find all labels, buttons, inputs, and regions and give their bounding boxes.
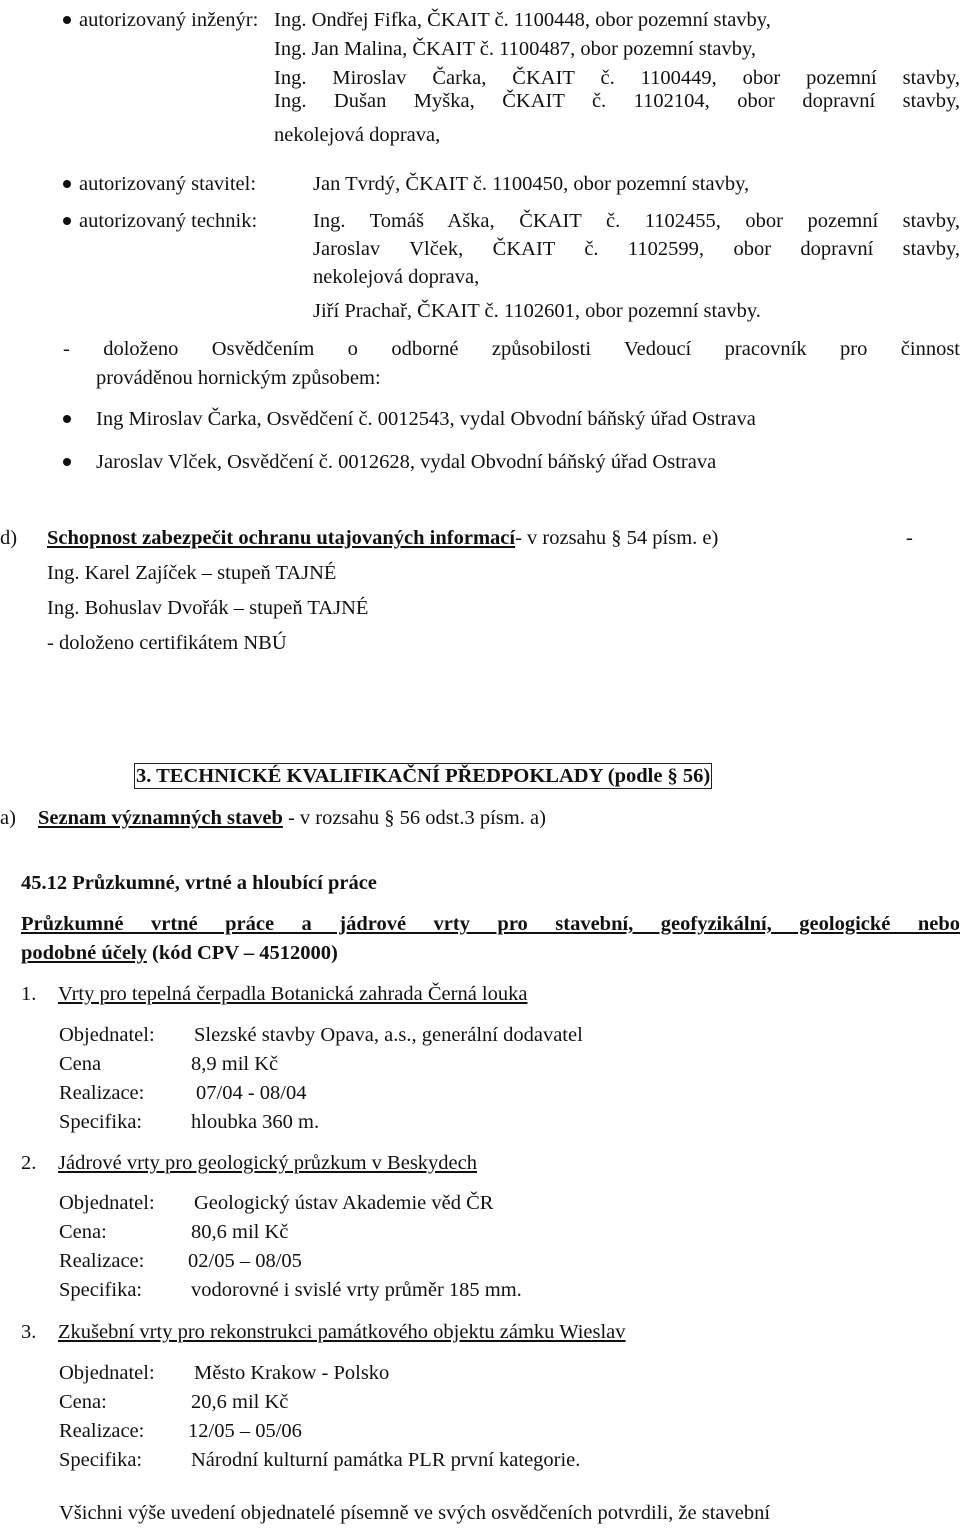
section-d-heading-line (47, 526, 718, 550)
price-value: 8,9 mil Kč (191, 1053, 279, 1075)
price-label: Cena: (59, 1221, 107, 1243)
engineer-label: autorizovaný inženýr: (79, 9, 259, 31)
price-value: 80,6 mil Kč (191, 1221, 289, 1243)
footer-line: Všichni výše uvedení objednatelé písemně ve svých osvědčeních potvrdili, že stavební (59, 1502, 771, 1524)
bullet (63, 180, 71, 188)
period-value: 02/05 – 08/05 (188, 1250, 302, 1272)
technician-line: Jiří Prachař, ČKAIT č. 1102601, obor pozemní stavby. (313, 300, 761, 322)
technician-line: nekolejová doprava, (313, 266, 480, 288)
period-label: Realizace: (59, 1082, 145, 1104)
cpv-description-underlined: podobné účely (21, 942, 147, 964)
spec-value: hloubka 360 m. (191, 1111, 320, 1133)
project-number: 3. (21, 1321, 37, 1343)
builder-line: Jan Tvrdý, ČKAIT č. 1100450, obor pozemní stavby, (313, 173, 750, 195)
project-number: 2. (21, 1152, 37, 1174)
client-label: Objednatel: (59, 1024, 155, 1046)
bullet (63, 16, 71, 24)
cpv-description: Průzkumné vrtné práce a jádrové vrty pro stavební, geofyzikální, geologické nebo (21, 913, 960, 935)
section-letter: a) (0, 807, 16, 829)
project-number: 1. (21, 983, 37, 1005)
clearance-line: Ing. Bohuslav Dvořák – stupeň TAJNÉ (47, 597, 369, 619)
mining-line: - doloženo Osvědčením o odborné způsobilosti Vedoucí pracovník pro činnost (63, 338, 960, 360)
client-value: Geologický ústav Akademie věd ČR (194, 1192, 494, 1214)
mining-item: Jaroslav Vlček, Osvědčení č. 0012628, vydal Obvodní báňský úřad Ostrava (96, 451, 717, 473)
engineer-line: Ing. Dušan Myška, ČKAIT č. 1102104, obor dopravní stavby, (274, 90, 960, 112)
section-d-dash: - (906, 527, 913, 549)
spec-label: Specifika: (59, 1111, 143, 1133)
price-label: Cena: (59, 1391, 107, 1413)
project-title: Vrty pro tepelná čerpadla Botanická zahrada Černá louka (58, 983, 528, 1005)
engineer-line: Ing. Miroslav Čarka, ČKAIT č. 1100449, obor pozemní stavby, (274, 67, 960, 89)
period-value: 12/05 – 05/06 (188, 1420, 302, 1442)
engineer-line: Ing. Ondřej Fifka, ČKAIT č. 1100448, obor pozemní stavby, (274, 9, 771, 31)
builder-label: autorizovaný stavitel: (79, 173, 257, 195)
mining-item: Ing Miroslav Čarka, Osvědčení č. 0012543, vydal Obvodní báňský úřad Ostrava (96, 408, 756, 430)
section-3-title: 3. TECHNICKÉ KVALIFIKAČNÍ PŘEDPOKLADY (podle § 56) (136, 765, 711, 787)
bullet (63, 415, 71, 423)
engineer-line: Ing. Jan Malina, ČKAIT č. 1100487, obor pozemní stavby, (274, 38, 757, 60)
period-label: Realizace: (59, 1250, 145, 1272)
period-value: 07/04 - 08/04 (196, 1082, 307, 1104)
engineer-line: nekolejová doprava, (274, 124, 441, 146)
section-a-suffix: - v rozsahu § 56 odst.3 písm. a) (287, 807, 546, 829)
clearance-line: - doloženo certifikátem NBÚ (47, 632, 287, 654)
bullet (63, 458, 71, 466)
section-a-heading-line (38, 806, 546, 830)
project-title: Zkušební vrty pro rekonstrukci památkového objektu zámku Wieslav (58, 1321, 626, 1343)
technician-line: Jaroslav Vlček, ČKAIT č. 1102599, obor dopravní stavby, (313, 238, 960, 260)
spec-label: Specifika: (59, 1449, 143, 1471)
spec-value: vodorovné i svislé vrty průměr 185 mm. (191, 1279, 522, 1301)
mining-line: prováděnou hornickým způsobem: (96, 367, 381, 389)
cpv-code: (kód CPV – 4512000) (152, 942, 338, 964)
client-label: Objednatel: (59, 1362, 155, 1384)
section-d-heading: Schopnost zabezpečit ochranu utajovaných informací (47, 527, 516, 549)
spec-value: Národní kulturní památka PLR první kategorie. (191, 1449, 581, 1471)
clearance-line: Ing. Karel Zajíček – stupeň TAJNÉ (47, 562, 337, 584)
cpv-heading: 45.12 Průzkumné, vrtné a hloubící práce (21, 872, 377, 894)
bullet (63, 217, 71, 225)
section-d-suffix: - v rozsahu § 54 písm. e) (515, 527, 719, 549)
client-label: Objednatel: (59, 1192, 155, 1214)
project-title: Jádrové vrty pro geologický průzkum v Beskydech (58, 1152, 478, 1174)
technician-label: autorizovaný technik: (79, 210, 258, 232)
price-value: 20,6 mil Kč (191, 1391, 289, 1413)
price-label: Cena (59, 1053, 102, 1075)
period-label: Realizace: (59, 1420, 145, 1442)
cpv-description-line2 (21, 941, 338, 965)
section-a-heading: Seznam významných staveb (38, 807, 283, 829)
section-letter: d) (0, 527, 18, 549)
client-value: Město Krakow - Polsko (194, 1362, 390, 1384)
technician-line: Ing. Tomáš Aška, ČKAIT č. 1102455, obor pozemní stavby, (313, 210, 960, 232)
spec-label: Specifika: (59, 1279, 143, 1301)
client-value: Slezské stavby Opava, a.s., generální dodavatel (194, 1024, 583, 1046)
